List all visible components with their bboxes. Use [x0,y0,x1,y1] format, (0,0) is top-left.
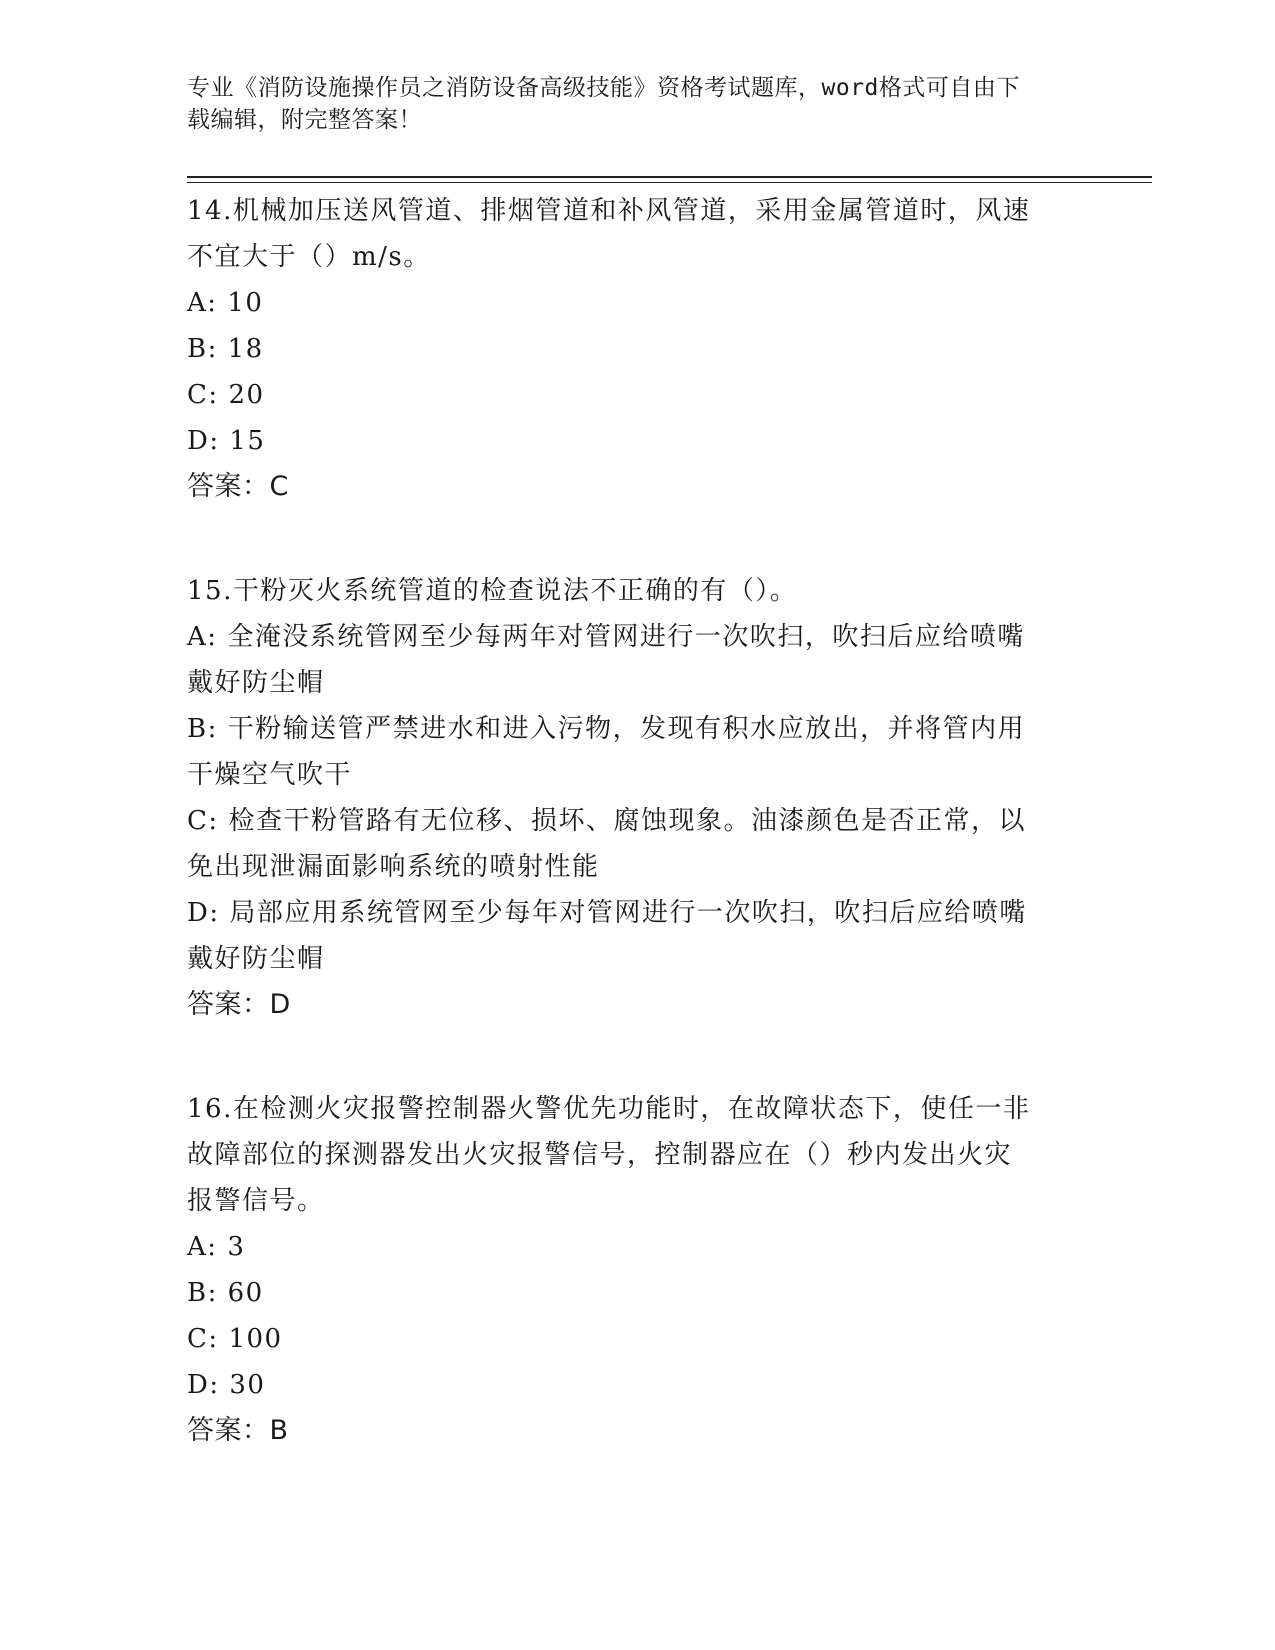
option-separator: : [209,1370,230,1400]
question-stem: 故障部位的探测器发出火灾报警信号，控制器应在（）秒内发出火灾 [187,1140,1013,1170]
option-letter: A [187,622,208,652]
option-letter: C [187,380,209,410]
option-text: 局部应用系统管网至少每年对管网进行一次吹扫，吹扫后应给喷嘴 [229,898,1027,928]
option-letter: B [187,714,208,744]
option-c [187,798,1067,844]
option-continuation: 干燥空气吹干 [187,760,353,790]
question-stem: 16.在检测火灾报警控制器火警优先功能时，在故障状态下，使任一非 [187,1094,1031,1124]
answer-line [187,464,1067,510]
option-separator: : [207,622,228,652]
option-continuation: 戴好防尘帽 [187,944,325,974]
option-letter: D [187,1370,210,1400]
header-line-1: 专业《消防设施操作员之消防设备高级技能》资格考试题库，word格式可自由下 [187,75,1020,101]
header-line-2: 载编辑，附完整答案！ [187,107,422,133]
question-stem: 不宜大于（）m/s。 [187,242,431,272]
option-separator: : [207,1232,228,1262]
question-14 [187,188,1067,510]
option-separator: : [207,288,228,318]
question-list [187,188,1067,1512]
answer-line [187,982,1067,1028]
answer-label: 答案： [187,1415,270,1446]
document-header [187,72,1067,136]
question-stem: 15.干粉灭火系统管道的检查说法不正确的有（）。 [187,576,798,606]
option-separator: : [208,380,229,410]
option-letter: D [187,426,210,456]
option-text: 10 [227,288,264,318]
answer-value: C [269,471,289,502]
option-letter: D [187,898,210,928]
option-text: 100 [228,1324,283,1354]
option-letter: B [187,1278,208,1308]
option-d [187,418,1067,464]
option-separator: : [207,714,228,744]
answer-value: D [269,989,291,1020]
option-separator: : [207,1278,228,1308]
option-b [187,706,1067,752]
header-divider [187,176,1152,183]
option-d [187,890,1067,936]
option-b [187,326,1067,372]
option-a [187,614,1067,660]
option-text: 3 [227,1232,246,1262]
option-d [187,1362,1067,1408]
option-letter: C [187,1324,209,1354]
option-c [187,1316,1067,1362]
option-letter: A [187,1232,208,1262]
question-stem: 14.机械加压送风管道、排烟管道和补风管道，采用金属管道时，风速 [187,196,1031,226]
option-text: 30 [229,1370,266,1400]
option-letter: A [187,288,208,318]
option-separator: : [209,898,230,928]
option-letter: B [187,334,208,364]
answer-label: 答案： [187,989,270,1020]
option-separator: : [208,1324,229,1354]
option-separator: : [209,426,230,456]
question-16 [187,1086,1067,1454]
option-a [187,1224,1067,1270]
question-15 [187,568,1067,1028]
option-text: 15 [229,426,266,456]
option-b [187,1270,1067,1316]
option-separator: : [208,806,229,836]
option-a [187,280,1067,326]
answer-line [187,1408,1067,1454]
option-separator: : [207,334,228,364]
answer-label: 答案： [187,471,270,502]
option-text: 干粉输送管严禁进水和进入污物，发现有积水应放出，并将管内用 [227,714,1026,744]
option-continuation: 免出现泄漏面影响系统的喷射性能 [187,852,600,882]
option-text: 检查干粉管路有无位移、损坏、腐蚀现象。油漆颜色是否正常，以 [228,806,1026,836]
option-text: 60 [227,1278,264,1308]
answer-value: B [269,1415,289,1446]
option-continuation: 戴好防尘帽 [187,668,325,698]
option-text: 18 [227,334,264,364]
option-c [187,372,1067,418]
option-text: 全淹没系统管网至少每两年对管网进行一次吹扫，吹扫后应给喷嘴 [227,622,1025,652]
option-letter: C [187,806,209,836]
option-text: 20 [228,380,265,410]
question-stem: 报警信号。 [187,1186,325,1216]
